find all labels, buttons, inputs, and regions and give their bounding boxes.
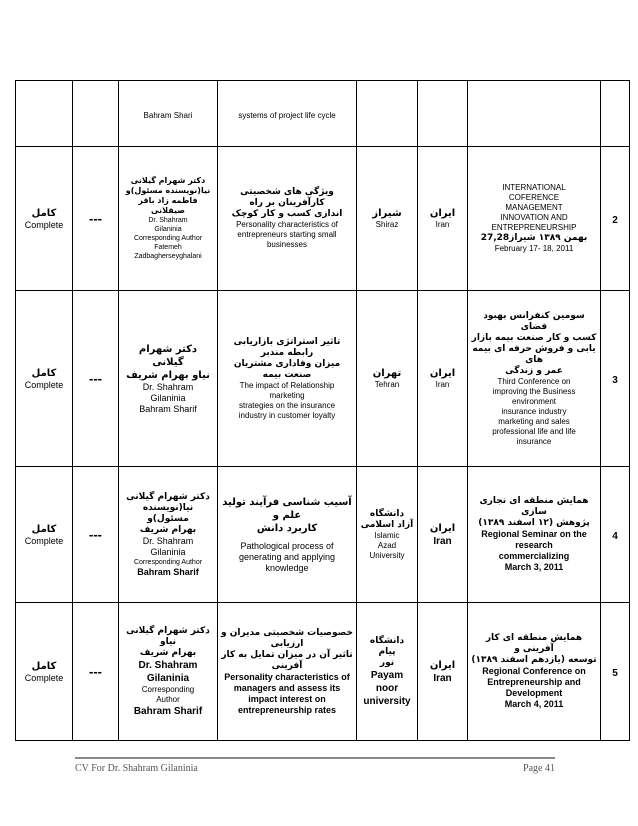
cell-title	[218, 467, 357, 603]
author-line: دکتر شهرام گیلانی	[126, 491, 210, 502]
title-line: entrepreneurs starting small	[237, 230, 337, 239]
cell-country	[418, 467, 468, 603]
author-line: Gilaninia	[146, 672, 190, 684]
cell-status	[16, 147, 73, 291]
country-fa: ایران	[429, 208, 456, 219]
title-line: میزان وفاداری مشتریان صنعت بیمه	[233, 358, 341, 380]
conference-line: کسب و کار صنعت بیمه بازار	[471, 332, 597, 343]
title-line: خصوصیات شخصیتی مدیران و ارزیابی	[221, 627, 353, 649]
cell-city	[357, 603, 418, 741]
status-fa: کامل	[31, 523, 57, 535]
country-fa: ایران	[429, 522, 456, 534]
dash-text: ---	[89, 526, 102, 542]
author-line: Dr. Shahram	[148, 217, 188, 224]
conference-line: commercializing	[498, 551, 570, 561]
cell-number	[601, 147, 630, 291]
author-line: Dr. Shahram	[142, 381, 194, 392]
city-en: Tehran	[374, 380, 400, 389]
city-en: university	[363, 695, 411, 707]
city-en: Azad	[377, 540, 397, 550]
author-line: Dr. Shahram	[138, 659, 198, 671]
title-line: generating and applying	[238, 551, 336, 562]
conference-line: Third Conference on	[497, 376, 571, 386]
dash-text: ---	[89, 210, 102, 226]
city-en: Shiraz	[375, 220, 399, 229]
title-line: impact interest on	[248, 693, 326, 704]
authors-text: Bahram Shari	[143, 110, 193, 120]
cell-dash	[73, 603, 119, 741]
title-line: businesses	[266, 240, 308, 249]
cell-dash	[73, 147, 119, 291]
city-fa: دانشگاه پیام	[369, 635, 405, 657]
cell-status	[16, 291, 73, 467]
author-line: Bahram Sharif	[137, 566, 199, 577]
table-row	[16, 291, 630, 467]
country-en: Iran	[435, 380, 450, 389]
city-en: Payam	[370, 669, 404, 681]
title-line: تاثیر آن در میزان تمایل به کار آفرینی	[221, 649, 353, 671]
country-fa: ایران	[429, 368, 456, 379]
footer-cv-title: CV For Dr. Shahram Gilaninia	[75, 763, 198, 774]
author-line: Author	[156, 694, 180, 704]
author-line: دکتر شهرام گیلانی	[138, 343, 198, 368]
row-number: 3	[612, 374, 618, 386]
cell-country	[418, 603, 468, 741]
conference-line: environment	[511, 396, 557, 406]
city-fa: نور	[379, 657, 395, 668]
conference-line: research	[515, 540, 553, 550]
cell-status	[16, 603, 73, 741]
cell-title	[218, 603, 357, 741]
footer-page-number: Page 41	[523, 763, 555, 774]
cell-number	[601, 603, 630, 741]
conference-line: marketing and sales	[498, 416, 570, 426]
conference-line: عمر و زندگی	[505, 365, 563, 376]
cell-conference	[468, 81, 601, 147]
row-number: 2	[612, 214, 618, 226]
conference-line: professional life and life	[492, 426, 576, 436]
city-en: noor	[375, 682, 399, 694]
title-line: اندازی کسب و کار کوچک	[231, 209, 343, 219]
cell-city	[357, 81, 418, 147]
author-line: Bahram Sharif	[139, 403, 197, 414]
cell-country	[418, 291, 468, 467]
cell-title	[218, 81, 357, 147]
title-line: Personality characteristics of	[224, 671, 350, 682]
page-footer	[75, 757, 555, 781]
cell-conference	[468, 291, 601, 467]
title-line: marketing	[269, 390, 305, 400]
city-fa: تهران	[372, 368, 402, 379]
conference-line: improving the Business	[492, 386, 576, 396]
author-line: Gilaninia	[154, 226, 182, 233]
table-row	[16, 467, 630, 603]
author-line: نیا(نویسنده مسئول)و	[125, 186, 211, 195]
conference-line: March 3, 2011	[504, 562, 564, 572]
cell-city	[357, 467, 418, 603]
author-line: Bahram Sharif	[133, 705, 203, 717]
author-line: Zadbagherseyghalani	[134, 253, 202, 260]
author-line: Gilaninia	[150, 392, 186, 403]
status-fa: کامل	[31, 660, 57, 672]
cell-authors	[119, 603, 218, 741]
row-number: 5	[612, 667, 618, 679]
conference-line: همایش منطقه ای کار آفرینی و	[485, 633, 583, 654]
country-fa: ایران	[429, 659, 456, 671]
city-en: University	[369, 550, 405, 560]
city-fa: دانشگاه	[369, 508, 405, 519]
author-line: بهرام شریف	[139, 647, 197, 658]
conference-line: COFERENCE	[508, 193, 560, 202]
conference-line: همایش منطقه ای تجاری سازی	[479, 496, 589, 517]
cell-city	[357, 291, 418, 467]
country-en: Iran	[433, 535, 452, 547]
author-line: بهرام شریف	[139, 524, 197, 535]
author-line: دکتر شهرام گیلانی	[130, 176, 206, 185]
status-fa: کامل	[31, 367, 57, 379]
publications-table	[15, 80, 630, 741]
conference-line: پژوهش (۱۲ اسفند ۱۳۸۹)	[478, 518, 590, 528]
title-line: Pathological process of	[240, 540, 334, 551]
table-row	[16, 147, 630, 291]
title-line: ویژگی های شخصیتی کارآفرینان بر راه	[240, 187, 334, 208]
conference-line: Regional Conference on	[482, 666, 586, 676]
cell-conference	[468, 147, 601, 291]
cell-authors	[119, 147, 218, 291]
title-line: industry in customer loyalty	[238, 410, 336, 420]
dash-text: ---	[89, 663, 102, 679]
cell-country	[418, 81, 468, 147]
status-en: Complete	[24, 535, 64, 546]
conference-line: INTERNATIONAL	[502, 183, 566, 192]
city-en: Islamic	[374, 530, 400, 540]
author-line: Corresponding	[141, 684, 195, 694]
conference-line: insurance	[516, 436, 552, 446]
cell-conference	[468, 467, 601, 603]
author-line: دکتر شهرام گیلانی نیاو	[126, 625, 210, 647]
cell-status	[16, 81, 73, 147]
conference-line: Development	[505, 688, 563, 698]
cell-title	[218, 147, 357, 291]
status-en: Complete	[24, 219, 64, 230]
cell-status	[16, 467, 73, 603]
city-fa: آزاد اسلامی	[360, 519, 414, 530]
title-line: entrepreneurship rates	[237, 704, 337, 715]
cell-authors	[119, 467, 218, 603]
title-line: تاثیر استراتژی بازاریابی رابطه مندبر	[233, 336, 341, 358]
author-line: Dr. Shahram	[142, 535, 194, 546]
conference-line: Entrepreneurship and	[487, 677, 581, 687]
status-en: Complete	[24, 672, 64, 683]
title-line: Personality characteristics of	[236, 220, 338, 229]
cell-number	[601, 467, 630, 603]
conference-line: توسعه (یازدهم اسفند ۱۳۸۹)	[471, 655, 597, 665]
cell-number	[601, 291, 630, 467]
title-line: The impact of Relationship	[239, 380, 335, 390]
title-line: آسیب شناسی فرآیند تولید علم و	[222, 496, 352, 521]
cell-dash	[73, 467, 119, 603]
title-line: knowledge	[265, 562, 309, 573]
conference-line: insurance industry	[501, 406, 567, 416]
dash-text: ---	[89, 370, 102, 386]
conference-line: یابی و فروش حرفه ای بیمه های	[472, 343, 596, 365]
author-line: نیا(نویسنده مسئول)و	[142, 502, 194, 524]
conference-line: ENTREPRENEURSHIP	[491, 223, 577, 232]
title-line: strategies on the insurance	[238, 400, 336, 410]
cell-city	[357, 147, 418, 291]
country-en: Iran	[433, 672, 452, 684]
title-line: کاربرد دانش	[256, 522, 318, 534]
cell-dash	[73, 291, 119, 467]
conference-line: Regional Seminar on the	[481, 529, 587, 539]
table-row-partial	[16, 81, 630, 147]
conference-line: INNOVATION AND	[500, 213, 568, 222]
conference-line: March 4, 2011	[504, 699, 564, 709]
row-number: 4	[612, 530, 618, 542]
conference-line: بهمن ۱۳۸۹ شیراز27,28	[480, 233, 588, 243]
table-row	[16, 603, 630, 741]
cell-country	[418, 147, 468, 291]
conference-line: MANAGEMENT	[505, 203, 563, 212]
cell-authors	[119, 291, 218, 467]
author-line: نیاو بهرام شریف	[126, 369, 210, 381]
title-text: systems of project life cycle	[238, 110, 336, 120]
city-fa: شیراز	[372, 208, 402, 219]
status-en: Complete	[24, 379, 64, 390]
country-en: Iran	[435, 220, 450, 229]
cell-title	[218, 291, 357, 467]
author-line: Corresponding Author	[133, 558, 203, 566]
author-line: Gilaninia	[150, 546, 186, 557]
cell-number	[601, 81, 630, 147]
author-line: Fatemeh	[154, 244, 182, 251]
title-line: managers and assess its	[233, 682, 341, 693]
conference-line: سومین کنفرانس بهبود فضای	[483, 310, 585, 332]
cell-authors	[119, 81, 218, 147]
author-line: فاطمه زاد باقر صیقلانی	[138, 196, 198, 215]
status-fa: کامل	[31, 207, 57, 219]
cell-conference	[468, 603, 601, 741]
author-line: Corresponding Author	[133, 235, 203, 242]
conference-line: February 17- 18, 2011	[494, 244, 574, 253]
cell-dash	[73, 81, 119, 147]
